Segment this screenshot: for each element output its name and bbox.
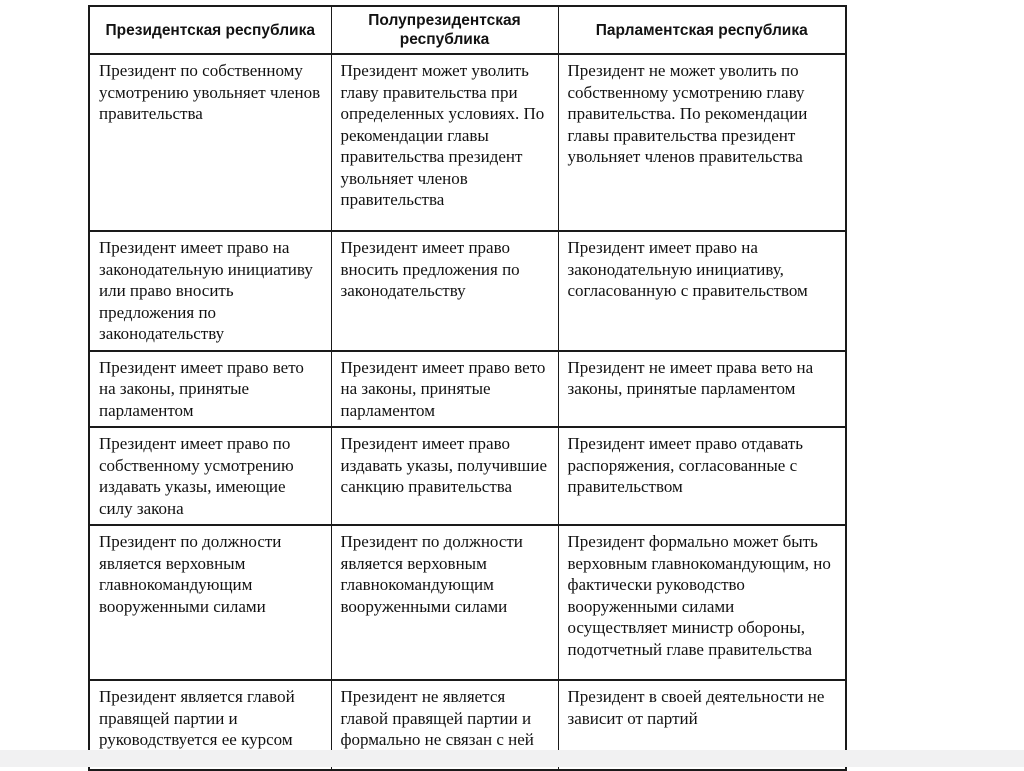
table-cell: Президент имеет право на законодательную инициативу, согласованную с правительством [558, 231, 846, 351]
table-cell: Президент может уволить главу правительства при определенных условиях. По рекомендации главы правительства президент увольняет членов правительства [331, 54, 558, 231]
table-cell: Президент является главой правящей партии и руководствуется ее курсом [89, 680, 331, 770]
table-cell: Президент по должности является верховным главнокомандующим вооруженными силами [89, 525, 331, 680]
table-cell: Президент имеет право вето на законы, принятые парламентом [331, 351, 558, 428]
table-cell: Президент не является главой правящей партии и формально не связан с ней [331, 680, 558, 770]
table-cell: Президент не может уволить по собственному усмотрению главу правительства. По рекомендации главы правительства президент увольняет членов правительства [558, 54, 846, 231]
table-cell: Президент по собственному усмотрению увольняет членов правительства [89, 54, 331, 231]
table-cell: Президент по должности является верховным главнокомандующим вооруженными силами [331, 525, 558, 680]
table-cell: Президент имеет право на законодательную инициативу или право вносить предложения по законодательству [89, 231, 331, 351]
table-header-row [89, 6, 846, 54]
republic-comparison-table [88, 5, 847, 771]
table-row [89, 54, 846, 231]
table-cell: Президент не имеет права вето на законы, принятые парламентом [558, 351, 846, 428]
header-presidential-republic: Президентская республика [89, 6, 331, 54]
table-cell: Президент имеет право отдавать распоряжения, согласованные с правительством [558, 427, 846, 525]
table-row [89, 427, 846, 525]
table-cell: Президент имеет право вето на законы, принятые парламентом [89, 351, 331, 428]
header-semi-presidential-republic: Полупрезидентская республика [331, 6, 558, 54]
bottom-strip [0, 750, 1024, 767]
table-row [89, 231, 846, 351]
table-cell: Президент формально может быть верховным главнокомандующим, но фактически руководство вооруженными силами осуществляет министр обороны, подотчетный главе правительства [558, 525, 846, 680]
table-row [89, 351, 846, 428]
header-parliamentary-republic: Парламентская республика [558, 6, 846, 54]
table-cell: Президент имеет право вносить предложения по законодательству [331, 231, 558, 351]
table-cell: Президент в своей деятельности не зависит от партий [558, 680, 846, 770]
table-cell: Президент имеет право по собственному усмотрению издавать указы, имеющие силу закона [89, 427, 331, 525]
table-row [89, 525, 846, 680]
table-cell: Президент имеет право издавать указы, получившие санкцию правительства [331, 427, 558, 525]
